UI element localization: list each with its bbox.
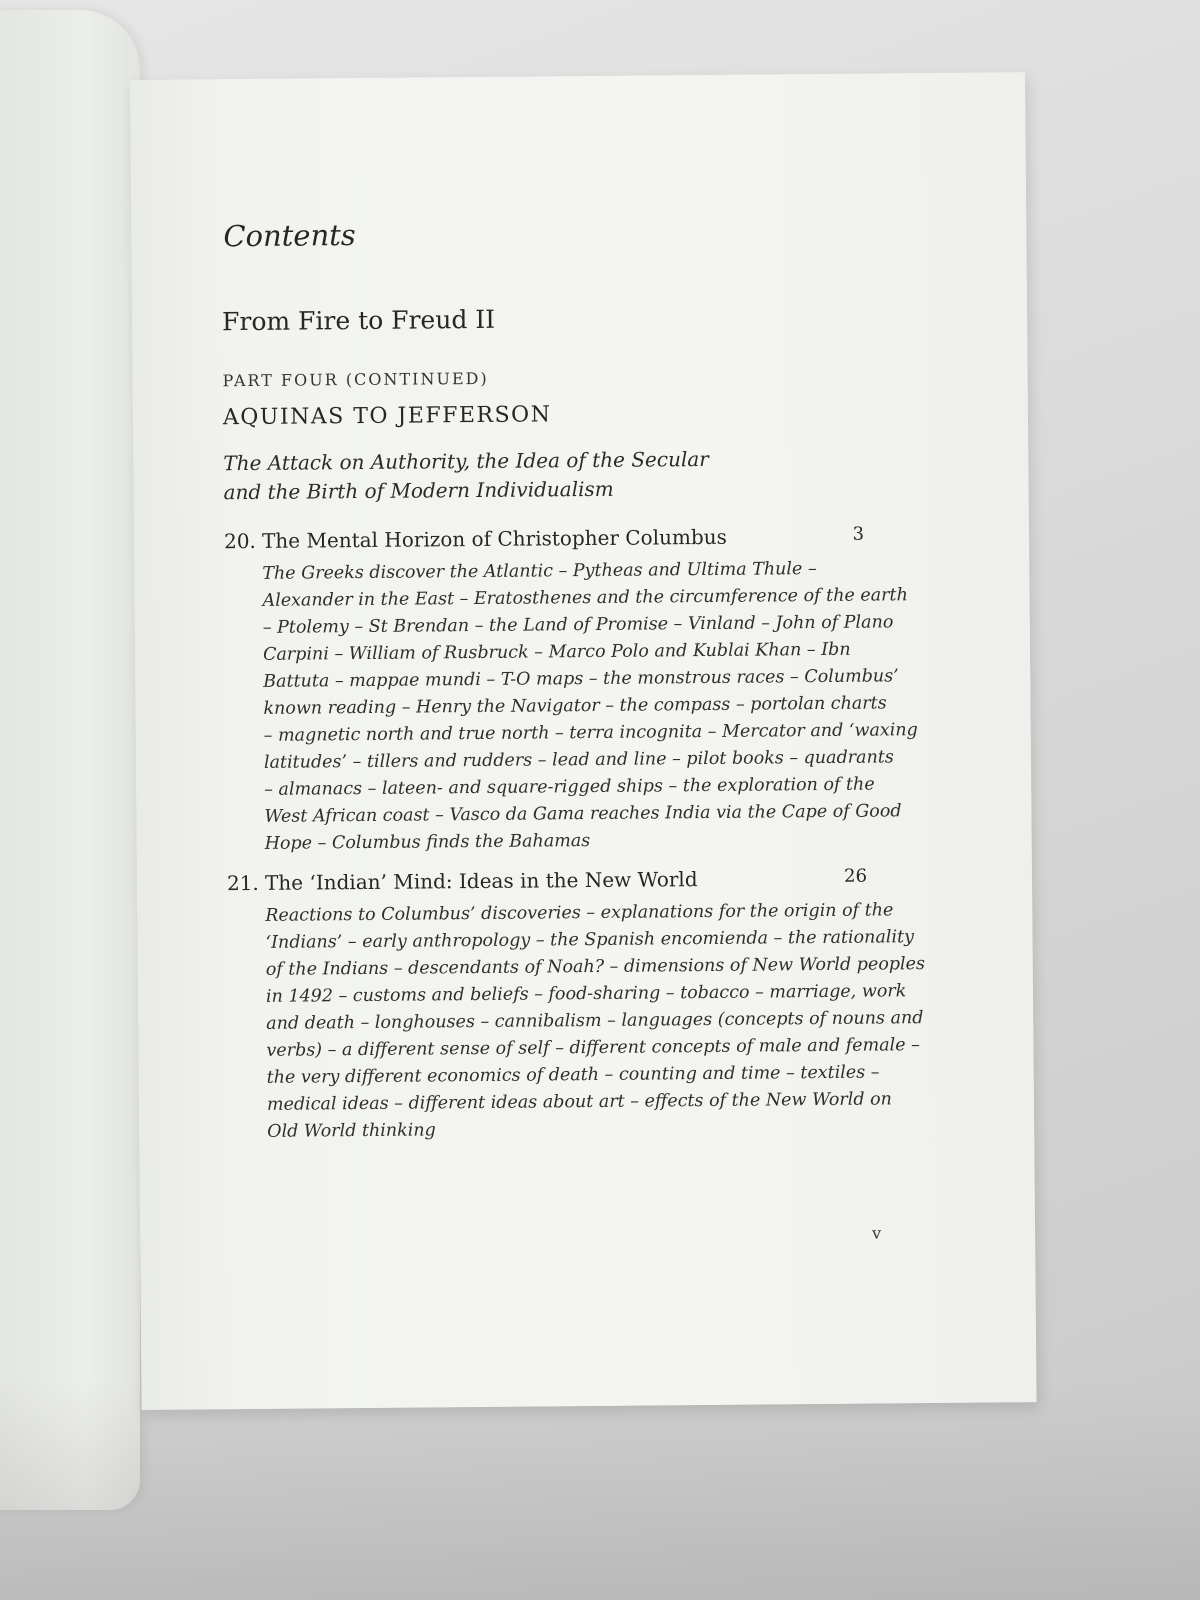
summary-line: ‘Indians’ – early anthropology – the Spanish encomienda – the rationality (265, 927, 915, 953)
subtitle-line: The Attack on Authority, the Idea of the Secular (223, 446, 709, 476)
part-title: AQUINAS TO JEFFERSON (222, 402, 552, 431)
summary-line: Hope – Columbus finds the Bahamas (264, 831, 591, 854)
chapter-number: 20. (223, 528, 256, 554)
summary-line: in 1492 – customs and beliefs – food-sharing – tobacco – marriage, work (265, 981, 907, 1007)
page-folio: v (872, 1223, 882, 1243)
summary-line: the very different economics of death – counting and time – textiles – (266, 1062, 880, 1088)
summary-line: West African coast – Vasco da Gama reaches India via the Cape of Good (264, 801, 902, 827)
contents-heading: Contents (223, 218, 356, 254)
facing-left-page (0, 10, 140, 1510)
chapter-heading (227, 866, 867, 904)
summary-line: Carpini – William of Rusbruck – Marco Polo and Kublai Khan – Ibn (262, 639, 851, 665)
chapter-title: The Mental Horizon of Christopher Columbus (261, 524, 727, 553)
summary-line: Alexander in the East – Eratosthenes and the circumference of the earth (262, 585, 908, 611)
summary-line: Reactions to Columbus’ discoveries – explanations for the origin of the (265, 900, 894, 926)
chapter-heading (224, 524, 864, 562)
summary-line: Old World thinking (267, 1120, 436, 1142)
summary-line: – magnetic north and true north – terra incognita – Mercator and ‘waxing (263, 720, 918, 746)
summary-line: of the Indians – descendants of Noah? – dimensions of New World peoples (265, 954, 926, 980)
summary-line: latitudes’ – tillers and rudders – lead and line – pilot books – quadrants (263, 747, 894, 773)
summary-line: known reading – Henry the Navigator – the compass – portolan charts (263, 693, 887, 719)
background-cloth-shadow (0, 1380, 1200, 1600)
summary-line: Battuta – mappae mundi – T-O maps – the monstrous races – Columbus’ (263, 666, 899, 692)
summary-line: – almanacs – lateen- and square-rigged ships – the exploration of the (264, 774, 875, 800)
summary-line: and death – longhouses – cannibalism – languages (concepts of nouns and (266, 1008, 924, 1034)
chapter-number: 21. (226, 870, 259, 896)
chapter-page-number: 3 (852, 523, 865, 545)
chapter-summary (262, 556, 918, 858)
volume-title: From Fire to Freud II (221, 304, 496, 337)
part-subtitle (223, 444, 783, 507)
book-page (130, 72, 1037, 1410)
subtitle-line: and the Birth of Modern Individualism (223, 476, 614, 505)
chapter-entry-21 (226, 865, 926, 1147)
summary-line: verbs) – a different sense of self – different concepts of male and female – (266, 1035, 920, 1061)
part-label: PART FOUR (CONTINUED) (222, 368, 489, 391)
chapter-summary (265, 898, 926, 1146)
summary-line: The Greeks discover the Atlantic – Pytheas and Ultima Thule – (262, 559, 817, 584)
chapter-title: The ‘Indian’ Mind: Ideas in the New World (264, 867, 698, 895)
summary-line: – Ptolemy – St Brendan – the Land of Promise – Vinland – John of Plano (262, 612, 894, 638)
chapter-entry-20 (223, 523, 918, 859)
summary-line: medical ideas – different ideas about art – effects of the New World on (266, 1089, 892, 1115)
chapter-page-number: 26 (843, 865, 868, 887)
